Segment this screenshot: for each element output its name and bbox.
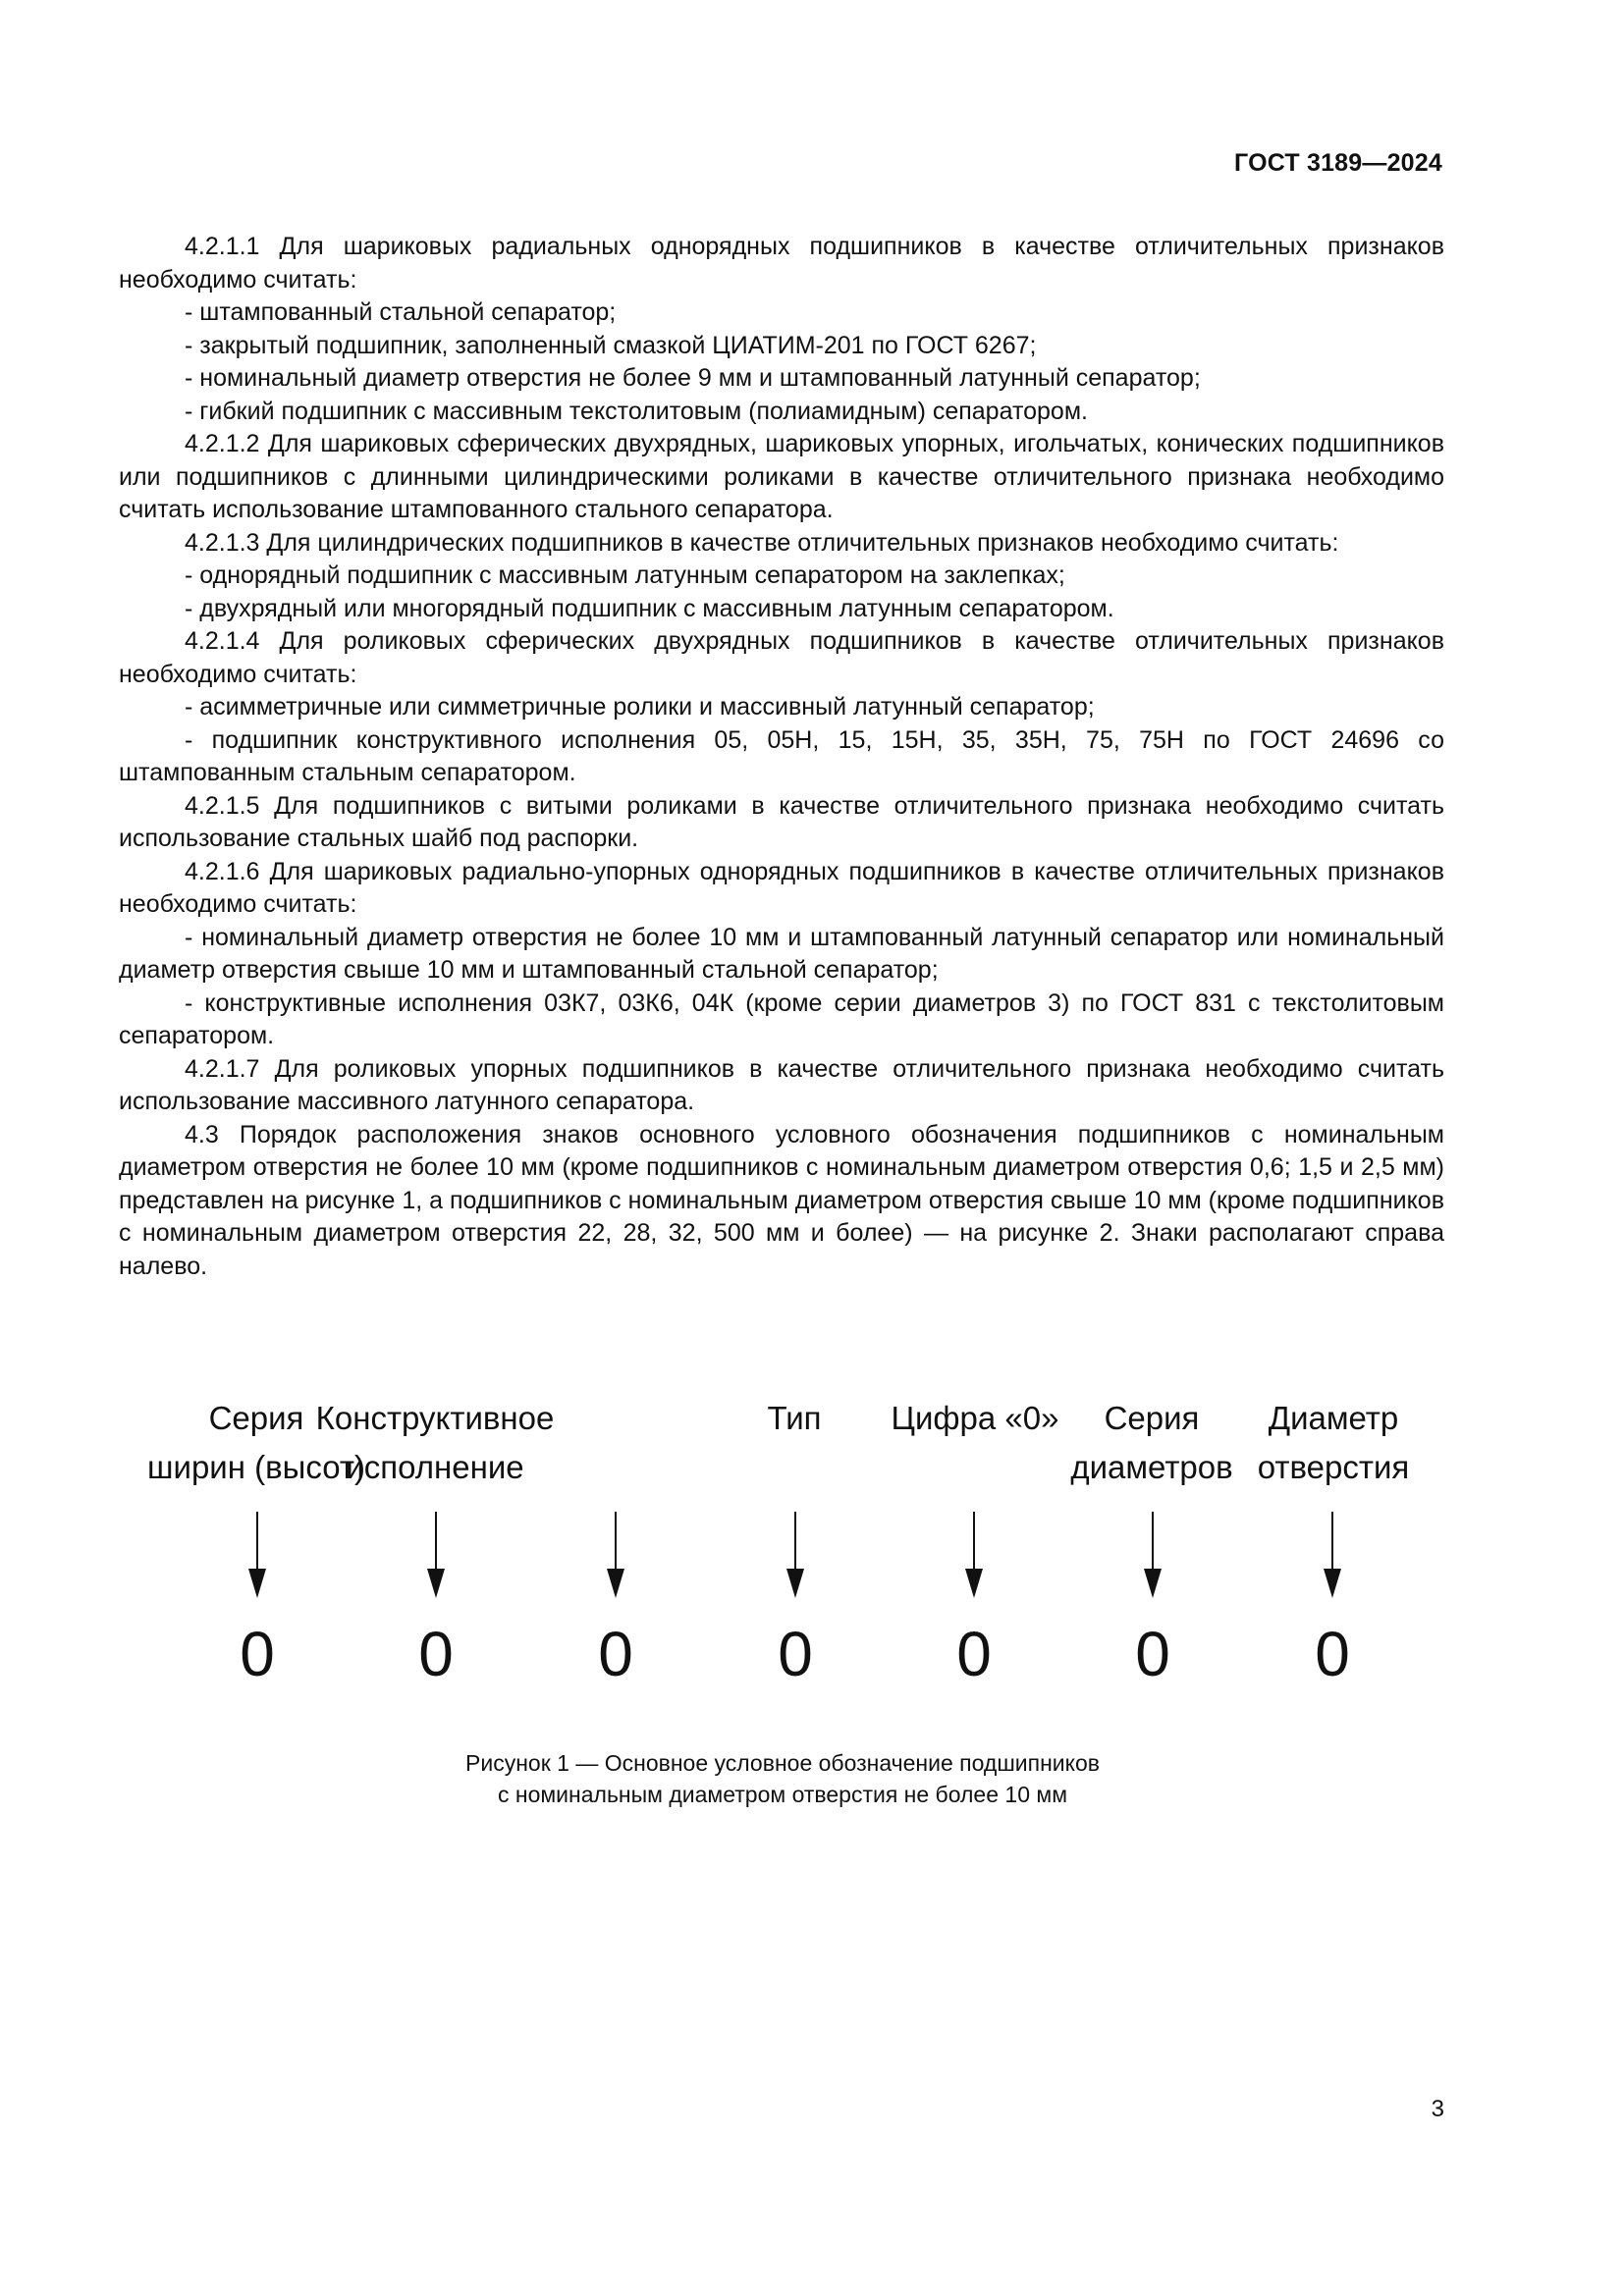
list-item: - закрытый подшипник, заполненный смазкой ЦИАТИМ-201 по ГОСТ 6267; [185,331,1037,359]
document-code: ГОСТ 3189—2024 [1234,149,1442,177]
arrow-down-icon [794,1512,796,1588]
label-bore-diameter: Диаметр отверстия [1257,1400,1410,1485]
paragraph-4-2-1-5: 4.2.1.5 Для подшипников с витыми роликами в качестве отличительного признака необходимо считать использование стальных шайб под распорки. [119,791,1444,852]
list-item: - штампованный стальной сепаратор; [185,298,617,326]
figure-caption: Рисунок 1 — Основное условное обозначение подшипников с номинальным диаметром отверстия не более 10 мм [465,1750,1100,1807]
paragraph-4-2-1-7: 4.2.1.7 Для роликовых упорных подшипников в качестве отличительного признака необходимо считать использование массивного латунного сепаратора. [119,1054,1444,1115]
designation-digit: 0 [240,1619,275,1689]
list-item: - номинальный диаметр отверстия не более 10 мм и штампованный латунный сепаратор или номинальный диаметр отверстия свыше 10 мм и штампованный стальной сепаратор; [119,923,1444,984]
page-number: 3 [1431,2096,1444,2122]
arrow-down-icon [1331,1512,1333,1588]
label-width-series: Серия ширин (высот) [147,1400,365,1485]
body-text [119,231,1444,1283]
label-diameter-series: Серия диаметров [1070,1400,1233,1485]
designation-digit: 0 [1315,1619,1350,1689]
arrow-down-icon [435,1512,437,1588]
arrow-down-icon [973,1512,975,1588]
paragraph-4-2-1-4: 4.2.1.4 Для роликовых сферических двухрядных подшипников в качестве отличительных признаков необходимо считать: [119,627,1444,688]
paragraph-4-3: 4.3 Порядок расположения знаков основного условного обозначения подшипников с номинальным диаметром отверстия не более 10 мм (кроме подшипников с номинальным диаметром отверстия 0,6; 1,5 и 2,5 мм) представлен на рисунке 1, а подшипников с номинальным диаметром отверстия свыше 10 мм (кроме подшипников с номинальным диаметром отверстия 22, 28, 32, 500 мм и более) — на рисунке 2. Знаки располагают справа налево. [119,1120,1444,1280]
label-digit-zero: Цифра «0» [891,1400,1059,1436]
arrow-down-icon [1152,1512,1154,1588]
designation-digit: 0 [418,1619,454,1689]
designation-digit: 0 [956,1619,992,1689]
list-item: - конструктивные исполнения 03К7, 03К6, 04К (кроме серии диаметров 3) по ГОСТ 831 с текстолитовым сепаратором. [119,988,1444,1049]
designation-digit: 0 [598,1619,633,1689]
list-item: - однорядный подшипник с массивным латунным сепаратором на заклепках; [185,561,1065,589]
arrow-down-icon [615,1512,617,1588]
paragraph-4-2-1-6: 4.2.1.6 Для шариковых радиально-упорных однорядных подшипников в качестве отличительных признаков необходимо считать: [119,857,1444,918]
designation-digit: 0 [1135,1619,1170,1689]
list-item: - номинальный диаметр отверстия не более 9 мм и штампованный латунный сепаратор; [185,364,1201,392]
label-design-variant: Конструктивное исполнение [315,1400,555,1485]
list-item: - двухрядный или многорядный подшипник с массивным латунным сепаратором. [185,594,1114,622]
paragraph-4-2-1-2: 4.2.1.2 Для шариковых сферических двухрядных, шариковых упорных, игольчатых, конических подшипников или подшипников с длинными цилиндрическими роликами в качестве отличительного признака необходимо считать использование штампованного стального сепаратора. [119,430,1444,523]
label-type: Тип [767,1400,822,1436]
arrow-down-icon [256,1512,258,1588]
list-item: - асимметричные или симметричные ролики и массивный латунный сепаратор; [185,693,1095,721]
paragraph-4-2-1-1: 4.2.1.1 Для шариковых радиальных однорядных подшипников в качестве отличительных признаков необходимо считать: [119,233,1444,294]
paragraph-4-2-1-3: 4.2.1.3 Для цилиндрических подшипников в качестве отличительных признаков необходимо считать: [185,528,1339,557]
list-item: - подшипник конструктивного исполнения 05, 05Н, 15, 15Н, 35, 35Н, 75, 75Н по ГОСТ 24696 со штампованным стальным сепаратором. [119,725,1444,786]
list-item: - гибкий подшипник с массивным текстолитовым (полиамидным) сепаратором. [185,397,1088,425]
designation-digit: 0 [778,1619,813,1689]
